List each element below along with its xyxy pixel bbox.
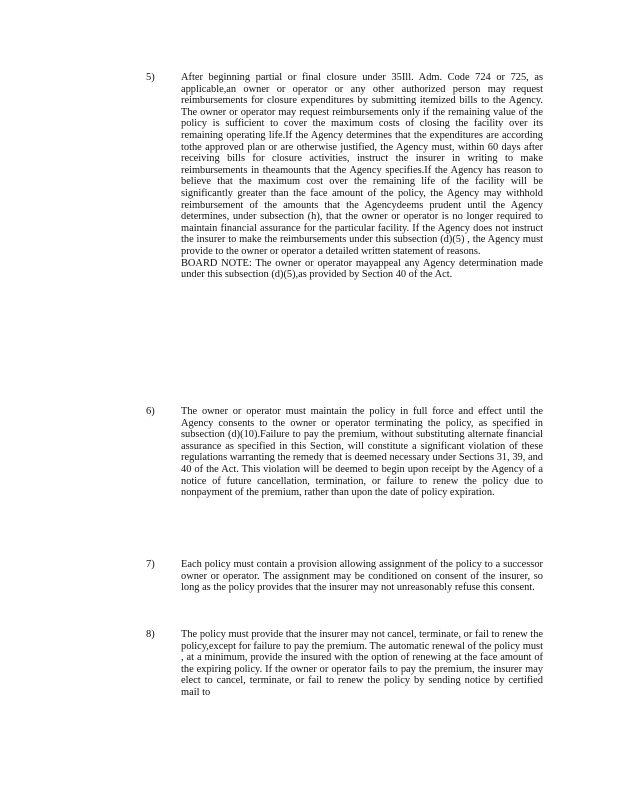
section-body bbox=[181, 72, 543, 281]
section-paragraph: The owner or operator must maintain the policy in full force and effect until the Agency consents to the owner or operator terminating the policy, as specified in subsection (d)(10).Failure to pay the premium, without substituting alternate financial assurance as specified in this Section, will constitute a significant violation of these regulations warranting the remedy that is deemed necessary under Sections 31, 39, and 40 of the Act. This violation will be deemed to begin upon receipt by the Agency of a notice of future cancellation, termination, or failure to renew the policy due to nonpayment of the premium, rather than upon the date of policy expiration. bbox=[181, 406, 543, 499]
section-body bbox=[181, 559, 543, 594]
section-paragraph: The policy must provide that the insurer may not cancel, terminate, or fail to renew the policy,except for failure to pay the premium. The automatic renewal of the policy must , at a minimum, provide the insured with the option of renewing at the face amount of the expiring policy. If the owner or operator fails to pay the premium, the insurer may elect to cancel, terminate, or fail to renew the policy by sending notice by certified mail to bbox=[181, 629, 543, 698]
section-number: 7) bbox=[146, 559, 155, 570]
section-paragraph: Each policy must contain a provision allowing assignment of the policy to a successor owner or operator. The assignment may be conditioned on consent of the insurer, so long as the policy provides that the insurer may not unreasonably refuse this consent. bbox=[181, 559, 543, 594]
section-body bbox=[181, 406, 543, 499]
section-paragraph: After beginning partial or final closure under 35Ill. Adm. Code 724 or 725, as applicable,an owner or operator or any other authorized person may request reimbursements for closure expenditures by submitting itemized bills to the Agency. The owner or operator may request reimbursements only if the remaining value of the policy is sufficient to cover the maximum costs of closing the facility over its remaining operating life.If the Agency determines that the expenditures are according tothe approved plan or are otherwise justified, the Agency must, within 60 days after receiving bills for closure activities, instruct the insurer in writing to make reimbursements in theamounts that the Agency specifies.If the Agency has reason to believe that the maximum cost over the remaining life of the facility will be significantly greater than the face amount of the policy, the Agency may withhold reimbursement of the amounts that the Agencydeems prudent until the Agency determines, under subsection (h), that the owner or operator is no longer required to maintain financial assurance for the particular facility. If the Agency does not instruct the insurer to make the reimbursements under this subsection (d)(5) , the Agency must provide to the owner or operator a detailed written statement of reasons. bbox=[181, 72, 543, 257]
board-note: BOARD NOTE: The owner or operator mayappeal any Agency determination made under this subsection (d)(5),as provided by Section 40 of the Act. bbox=[181, 257, 543, 281]
section-body bbox=[181, 629, 543, 699]
section-number: 5) bbox=[146, 72, 155, 83]
section-number: 8) bbox=[146, 629, 155, 640]
section-number: 6) bbox=[146, 406, 155, 417]
